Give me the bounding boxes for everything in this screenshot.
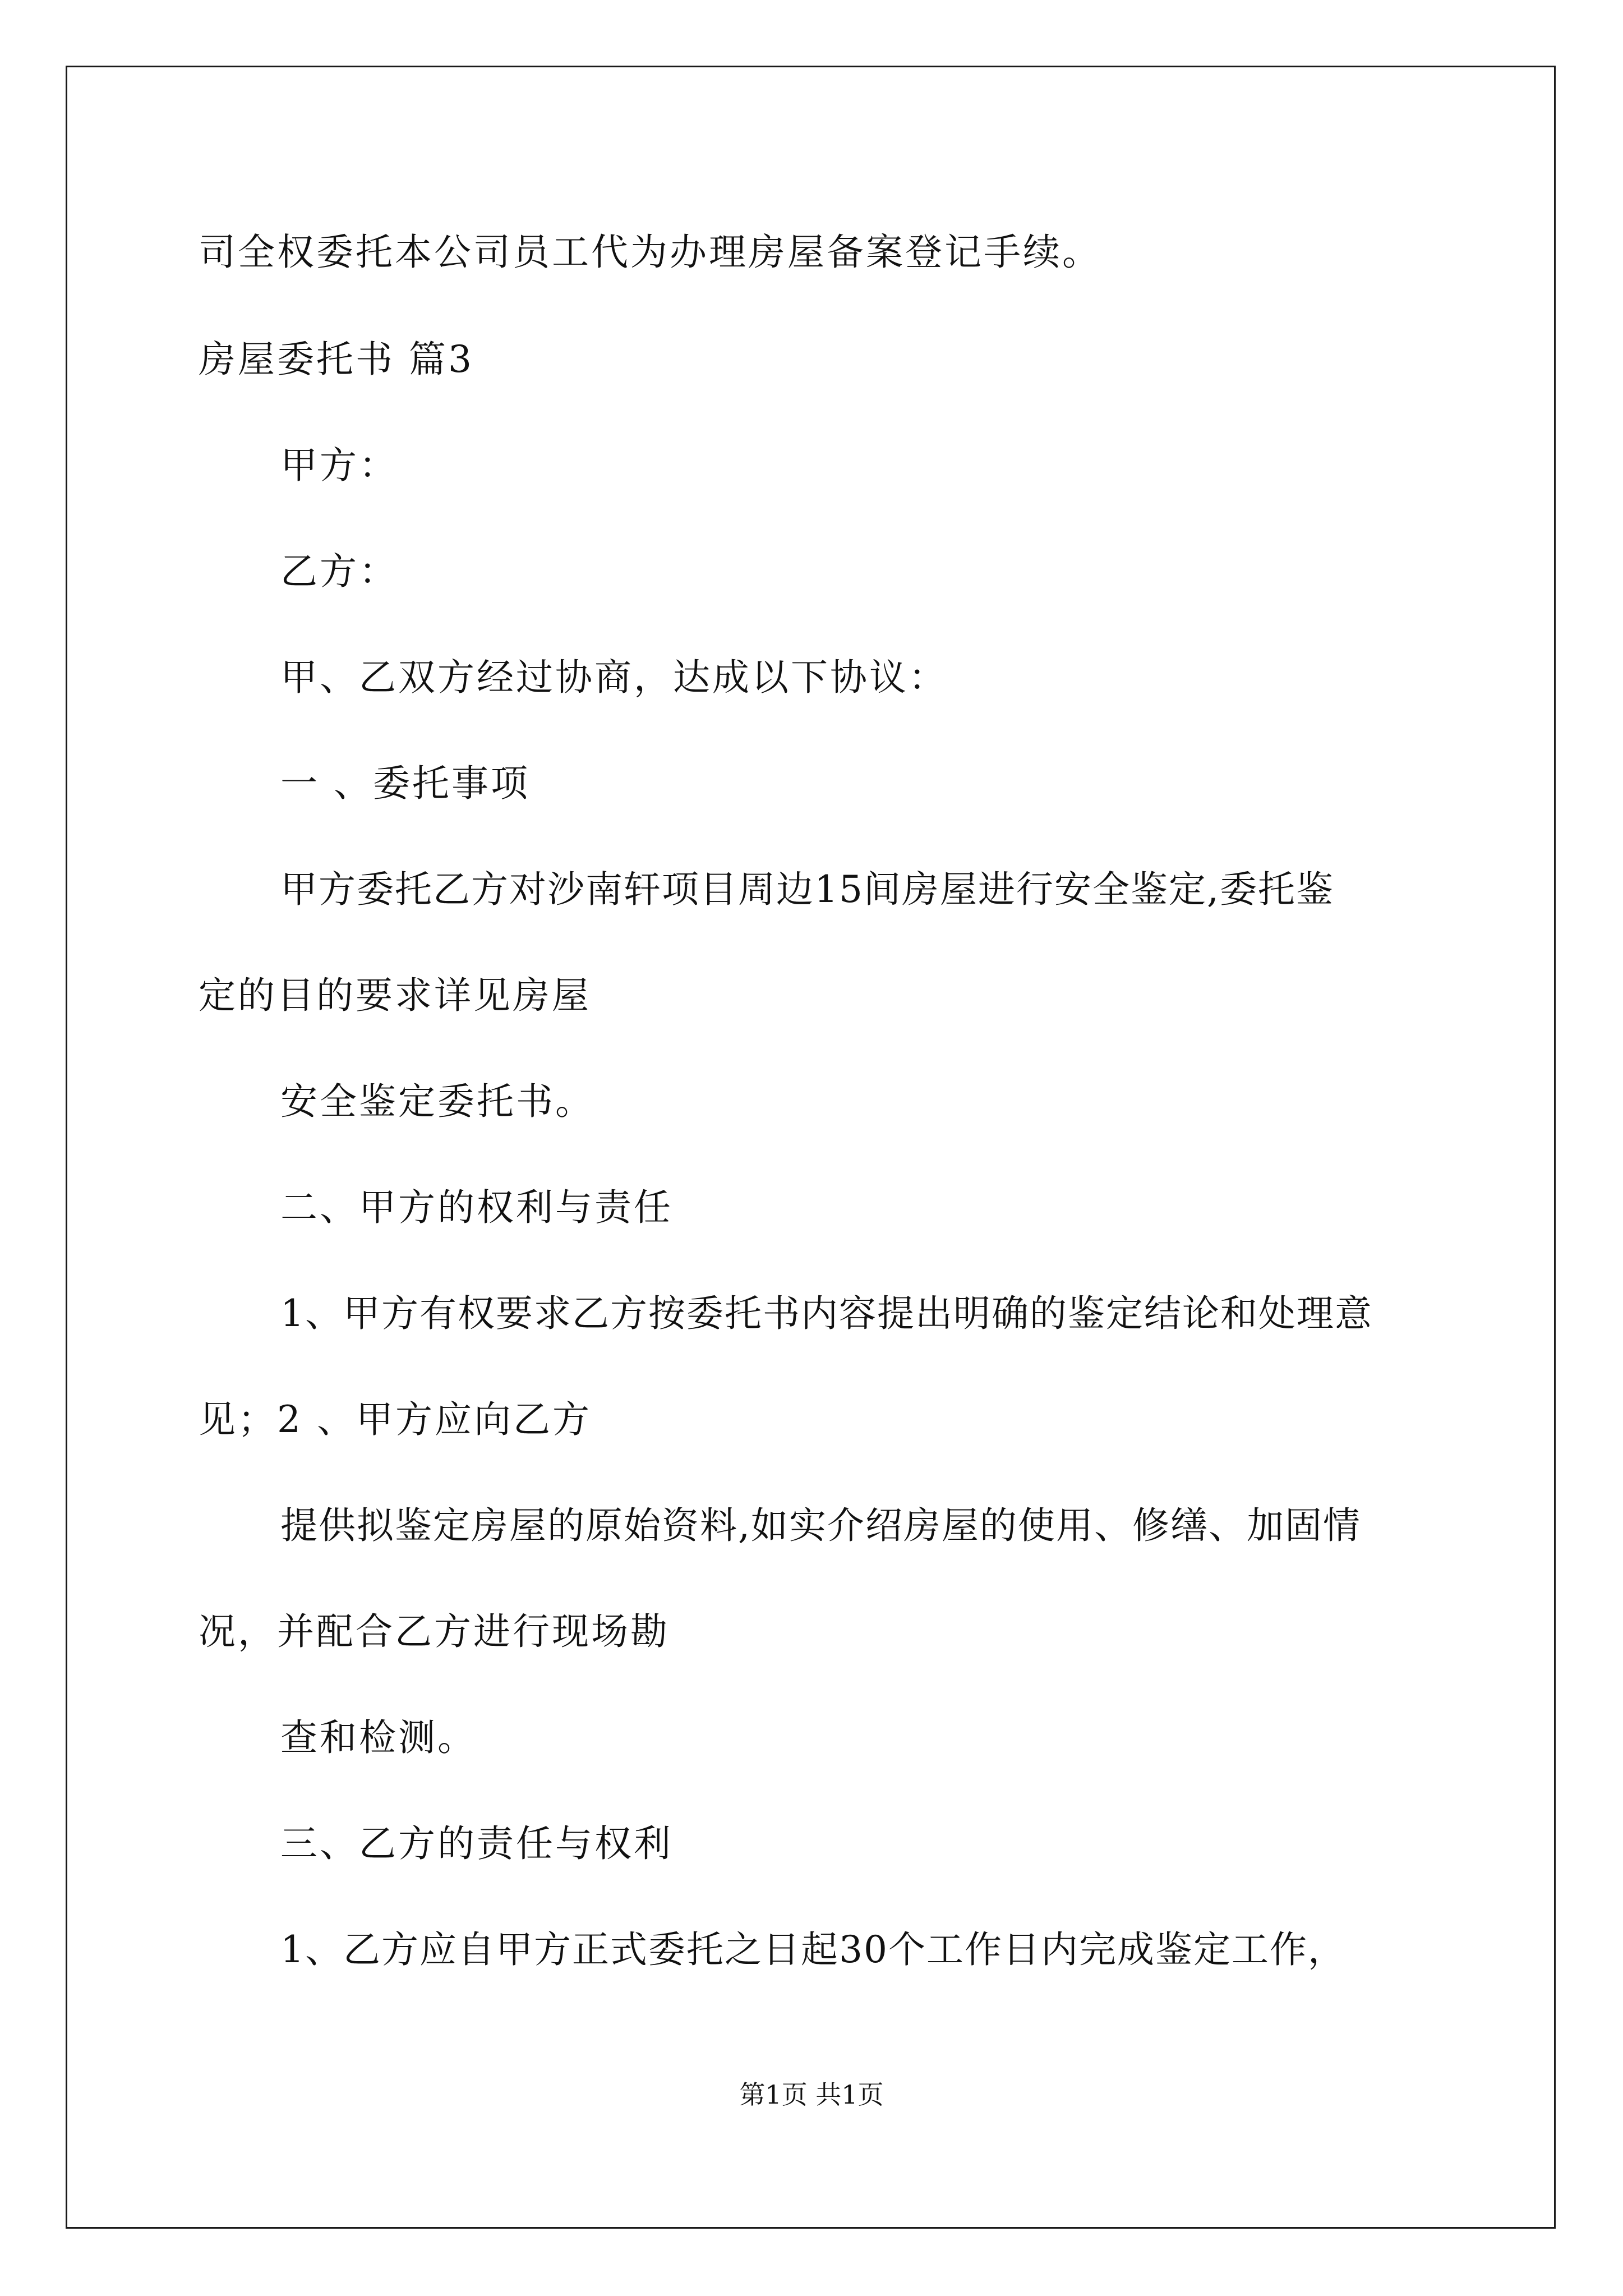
clause-heading-2: 二、甲方的权利与责任 bbox=[280, 1186, 673, 1229]
text-line-continuation: 司全权委托本公司员工代为办理房屋备案登记手续。 bbox=[199, 231, 1101, 274]
paragraph-line: 查和检测。 bbox=[280, 1716, 477, 1759]
paragraph-line: 提供拟鉴定房屋的原始资料,如实介绍房屋的使用、修缮、加固情 bbox=[280, 1504, 1361, 1547]
paragraph-line: 甲方委托乙方对沙南轩项目周边15间房屋进行安全鉴定,委托鉴 bbox=[280, 868, 1334, 911]
clause-heading-3: 三、乙方的责任与权利 bbox=[280, 1822, 673, 1865]
paragraph-line: 见；2 、甲方应向乙方 bbox=[199, 1398, 592, 1441]
paragraph-line: 况，并配合乙方进行现场勘 bbox=[199, 1610, 670, 1653]
party-b-label: 乙方： bbox=[280, 550, 398, 593]
clause-heading-1: 一 、委托事项 bbox=[280, 762, 530, 805]
section-heading: 房屋委托书 篇3 bbox=[199, 338, 474, 381]
page-number-footer: 第1页 共1页 bbox=[739, 2079, 884, 2110]
paragraph-line: 安全鉴定委托书。 bbox=[280, 1080, 594, 1123]
paragraph-line: 1、乙方应自甲方正式委托之日起30个工作日内完成鉴定工作， bbox=[280, 1928, 1346, 1971]
paragraph-line: 定的目的要求详见房屋 bbox=[199, 974, 591, 1017]
paragraph-line: 1、甲方有权要求乙方按委托书内容提出明确的鉴定结论和处理意 bbox=[280, 1292, 1373, 1335]
party-a-label: 甲方： bbox=[280, 444, 398, 487]
agreement-intro: 甲、乙双方经过协商，达成以下协议： bbox=[280, 656, 948, 699]
